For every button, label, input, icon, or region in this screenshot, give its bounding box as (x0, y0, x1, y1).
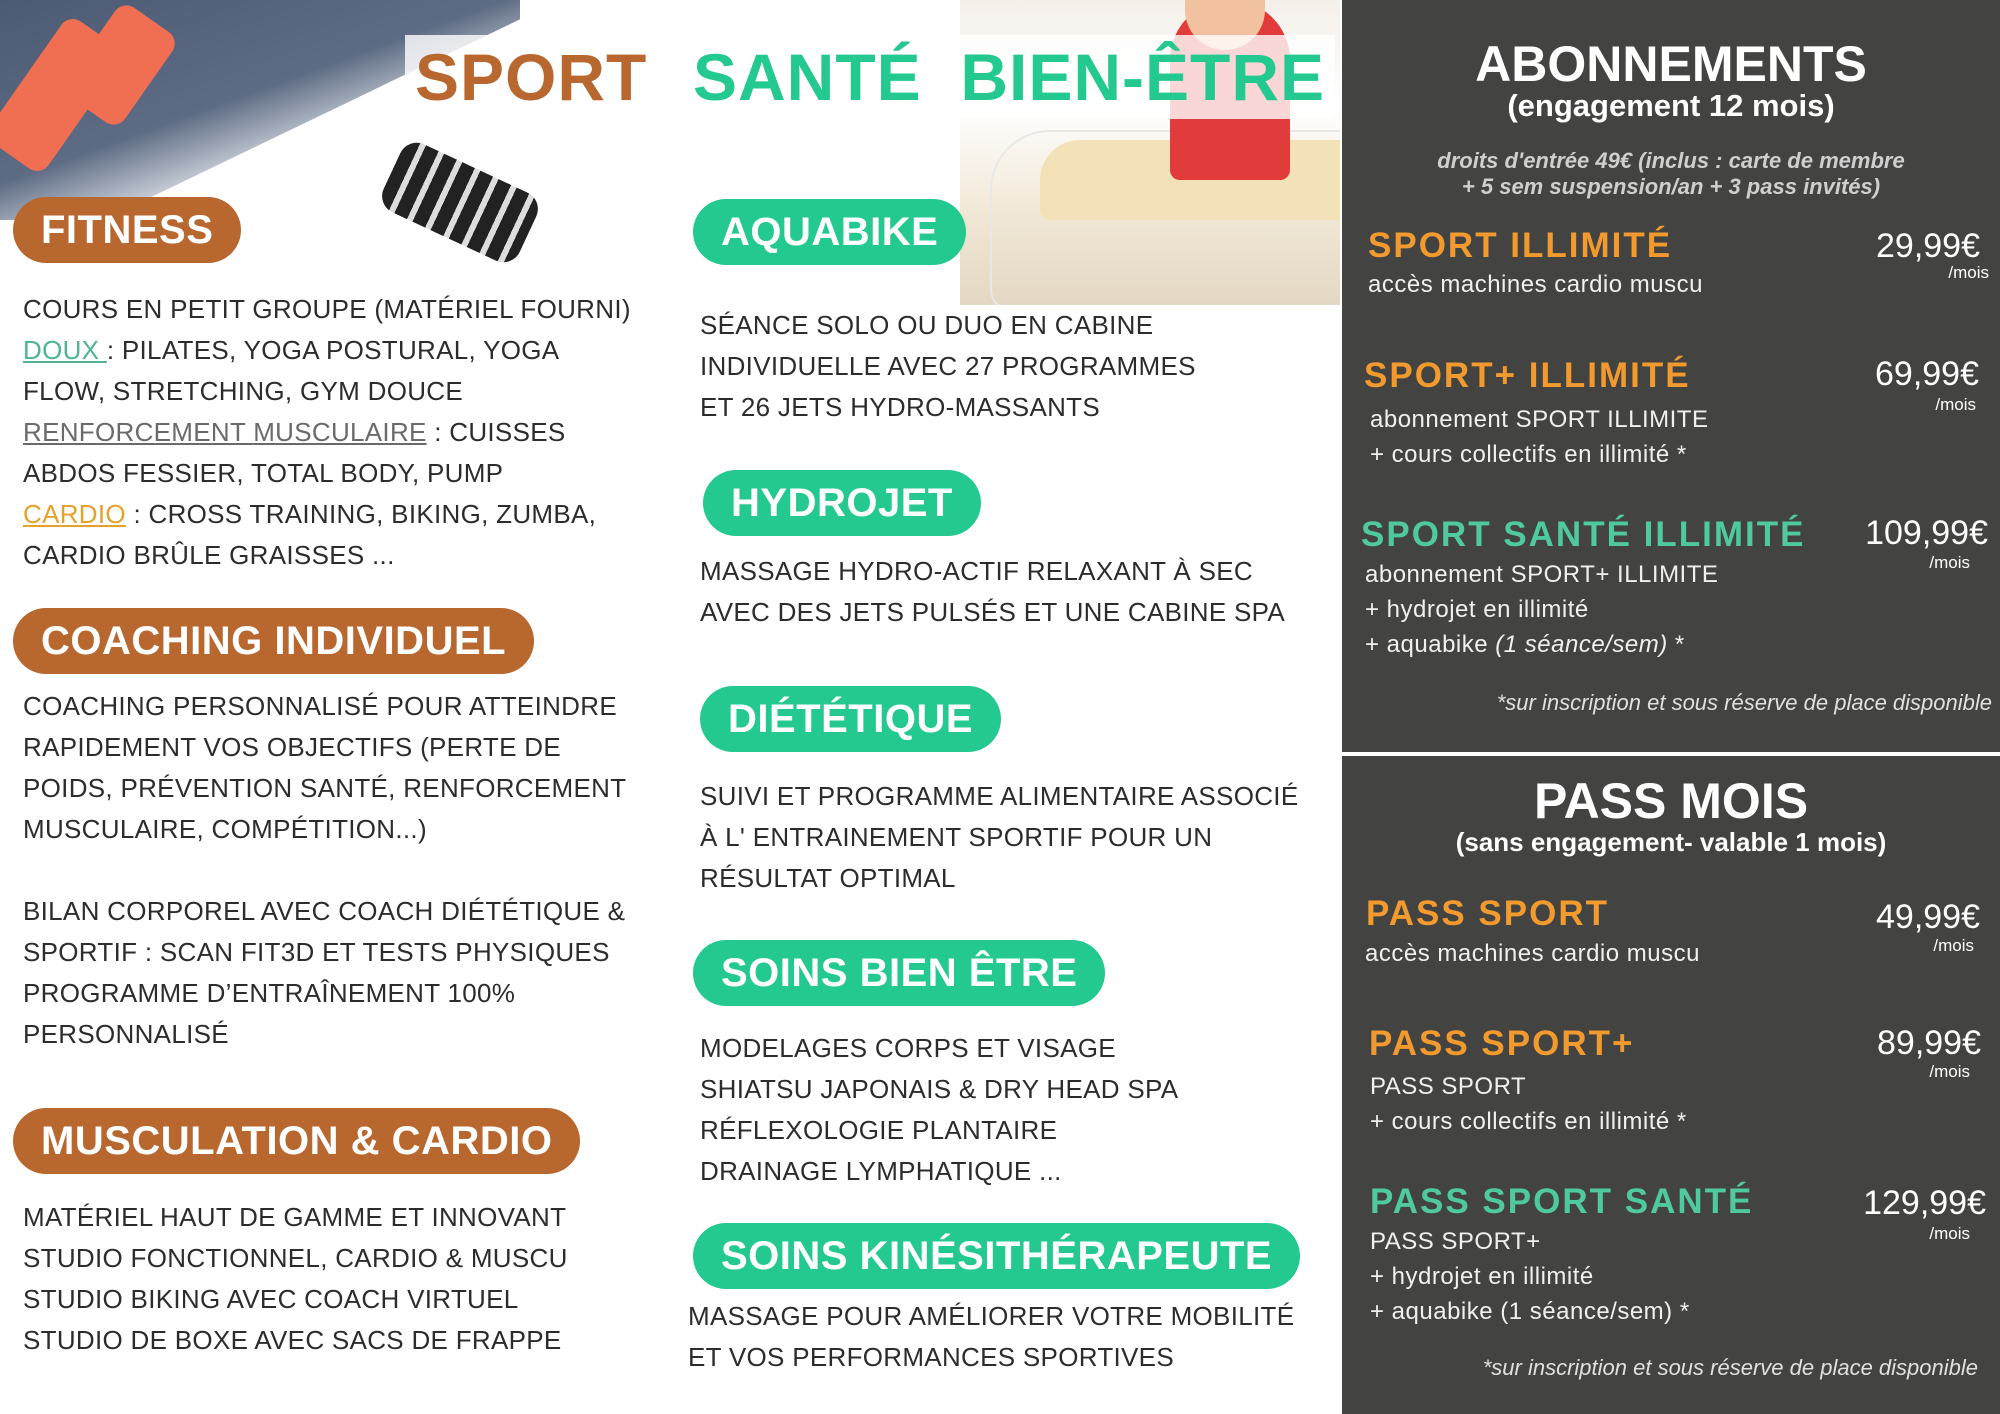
dietetique-line: À L' ENTRAINEMENT SPORTIF POUR UN (700, 822, 1213, 852)
plan-price: 29,99€ (1876, 227, 1980, 265)
soins-line: SHIATSU JAPONAIS & DRY HEAD SPA (700, 1074, 1179, 1104)
renfo-text: : CUISSES (426, 417, 566, 447)
coaching-title: COACHING INDIVIDUEL (13, 608, 534, 674)
droits-line: + 5 sem suspension/an + 3 pass invités) (1461, 174, 1881, 199)
plan-name: PASS SPORT SANTÉ (1370, 1182, 1754, 1221)
coaching-line: PROGRAMME D’ENTRAÎNEMENT 100% (23, 978, 516, 1008)
dietetique-title: DIÉTÉTIQUE (700, 686, 1001, 752)
hydrojet-title: HYDROJET (703, 470, 981, 536)
cardio-text: : CROSS TRAINING, BIKING, ZUMBA, (125, 499, 597, 529)
coaching-text (23, 686, 626, 1055)
doux-link: DOUX (23, 335, 107, 365)
kine-line: MASSAGE POUR AMÉLIORER VOTRE MOBILITÉ (688, 1301, 1295, 1331)
dietetique-line: SUIVI ET PROGRAMME ALIMENTAIRE ASSOCIÉ (700, 781, 1299, 811)
fitness-line: ABDOS FESSIER, TOTAL BODY, PUMP (23, 458, 504, 488)
coaching-line: SPORTIF : SCAN FIT3D ET TESTS PHYSIQUES (23, 937, 610, 967)
fitness-line: FLOW, STRETCHING, GYM DOUCE (23, 376, 464, 406)
plan-price: 129,99€ (1863, 1184, 1986, 1222)
plan-per-month: /mois (1935, 395, 1976, 414)
soins-line: RÉFLEXOLOGIE PLANTAIRE (700, 1115, 1058, 1145)
plan-desc-line: PASS SPORT (1370, 1073, 1527, 1100)
abonnements-note: *sur inscription et sous réserve de place disponible (1496, 690, 1992, 715)
hydrojet-line: MASSAGE HYDRO-ACTIF RELAXANT À SEC (700, 556, 1253, 586)
plan-desc-part: + aquabike (1365, 631, 1496, 658)
soins-line: MODELAGES CORPS ET VISAGE (700, 1033, 1116, 1063)
coaching-line: POIDS, PRÉVENTION SANTÉ, RENFORCEMENT (23, 773, 627, 803)
plan-desc: accès machines cardio muscu (1368, 271, 1703, 298)
plan-desc (1370, 1069, 1687, 1139)
plan-desc (1370, 402, 1708, 472)
plan-name: PASS SPORT+ (1369, 1024, 1635, 1063)
fitness-line: CARDIO BRÛLE GRAISSES ... (23, 540, 395, 570)
plan-desc-line (1365, 627, 1718, 662)
renfo-link: RENFORCEMENT MUSCULAIRE (23, 417, 427, 447)
doux-text: : PILATES, YOGA POSTURAL, YOGA (106, 335, 560, 365)
fitness-line: COURS EN PETIT GROUPE (MATÉRIEL FOURNI) (23, 294, 631, 324)
plan-per-month: /mois (1929, 1062, 1970, 1081)
abonnements-subtitle: (engagement 12 mois) (1507, 88, 1835, 123)
fitness-title: FITNESS (13, 197, 241, 263)
soins-text (700, 1028, 1178, 1192)
fitness-text (23, 289, 631, 576)
plan-desc-part: * (1667, 631, 1685, 658)
fitness-line (23, 412, 631, 453)
soins-title: SOINS BIEN ÊTRE (693, 940, 1105, 1006)
aquabike-line: INDIVIDUELLE AVEC 27 PROGRAMMES (700, 351, 1196, 381)
plan-desc-line: abonnement SPORT+ ILLIMITE (1365, 561, 1719, 588)
plan-desc-line: PASS SPORT+ (1370, 1228, 1541, 1255)
coaching-line: BILAN CORPOREL AVEC COACH DIÉTÉTIQUE & (23, 896, 626, 926)
muscu-line: STUDIO FONCTIONNEL, CARDIO & MUSCU (23, 1243, 568, 1273)
droits-line: droits d'entrée 49€ (inclus : carte de membre (1437, 148, 1905, 173)
muscu-line: STUDIO BIKING AVEC COACH VIRTUEL (23, 1284, 519, 1314)
muscu-line: STUDIO DE BOXE AVEC SACS DE FRAPPE (23, 1325, 562, 1355)
plan-desc (1365, 557, 1718, 662)
plan-per-month: /mois (1933, 936, 1974, 955)
hydrojet-text (700, 551, 1285, 633)
droits-entree (1342, 148, 2000, 200)
aquabike-title: AQUABIKE (693, 199, 966, 265)
kine-text (688, 1296, 1294, 1378)
plan-desc-line: abonnement SPORT ILLIMITE (1370, 406, 1709, 433)
plan-name: SPORT+ ILLIMITÉ (1364, 356, 1691, 395)
fitness-line (23, 330, 631, 371)
cardio-link: CARDIO (23, 499, 126, 529)
aquabike-text (700, 305, 1196, 428)
plan-desc-line: + cours collectifs en illimité * (1370, 441, 1687, 468)
pass-panel (1342, 756, 2000, 1414)
header-sante-bien-etre: SANTÉ BIEN-ÊTRE (683, 35, 1335, 119)
soins-line: DRAINAGE LYMPHATIQUE ... (700, 1156, 1062, 1186)
plan-desc-line: + cours collectifs en illimité * (1370, 1108, 1687, 1135)
plan-desc (1370, 1224, 1690, 1329)
aquabike-line: SÉANCE SOLO OU DUO EN CABINE (700, 310, 1154, 340)
pass-title: PASS MOIS (1533, 773, 1809, 829)
coaching-line: COACHING PERSONNALISÉ POUR ATTEINDRE (23, 691, 617, 721)
pass-subtitle: (sans engagement- valable 1 mois) (1455, 827, 1887, 857)
plan-name: PASS SPORT (1366, 894, 1610, 933)
muscu-title: MUSCULATION & CARDIO (13, 1108, 580, 1174)
plan-per-month: /mois (1929, 553, 1970, 572)
kine-line: ET VOS PERFORMANCES SPORTIVES (688, 1342, 1174, 1372)
plan-per-month: /mois (1929, 1224, 1970, 1243)
plan-name: SPORT ILLIMITÉ (1368, 226, 1673, 265)
hydrojet-line: AVEC DES JETS PULSÉS ET UNE CABINE SPA (700, 597, 1286, 627)
plan-price: 109,99€ (1865, 514, 1988, 552)
plan-desc-line: + aquabike (1 séance/sem) * (1370, 1298, 1690, 1325)
pass-note: *sur inscription et sous réserve de place disponible (1482, 1355, 1978, 1380)
plan-price: 49,99€ (1876, 898, 1980, 936)
plan-name: SPORT SANTÉ ILLIMITÉ (1361, 515, 1806, 554)
plan-price: 69,99€ (1875, 355, 1979, 393)
plan-desc-part: (1 séance/sem) (1495, 631, 1668, 658)
plan-desc: accès machines cardio muscu (1365, 940, 1700, 967)
coaching-line: RAPIDEMENT VOS OBJECTIFS (PERTE DE (23, 732, 561, 762)
muscu-text (23, 1197, 568, 1361)
coaching-line: PERSONNALISÉ (23, 1019, 229, 1049)
dietetique-line: RÉSULTAT OPTIMAL (700, 863, 956, 893)
coaching-line: MUSCULAIRE, COMPÉTITION...) (23, 814, 427, 844)
plan-desc-line: + hydrojet en illimité (1370, 1263, 1594, 1290)
dietetique-text (700, 776, 1298, 899)
header-sport: SPORT (405, 35, 657, 119)
muscu-line: MATÉRIEL HAUT DE GAMME ET INNOVANT (23, 1202, 567, 1232)
abonnements-title: ABONNEMENTS (1475, 36, 1867, 92)
fitness-line (23, 494, 631, 535)
plan-per-month: /mois (1948, 263, 1989, 282)
resistance-band-image (376, 137, 544, 268)
kine-title: SOINS KINÉSITHÉRAPEUTE (693, 1223, 1300, 1289)
plan-desc-line: + hydrojet en illimité (1365, 596, 1589, 623)
abonnements-panel (1342, 0, 2000, 752)
plan-price: 89,99€ (1877, 1024, 1981, 1062)
aquabike-line: ET 26 JETS HYDRO-MASSANTS (700, 392, 1100, 422)
